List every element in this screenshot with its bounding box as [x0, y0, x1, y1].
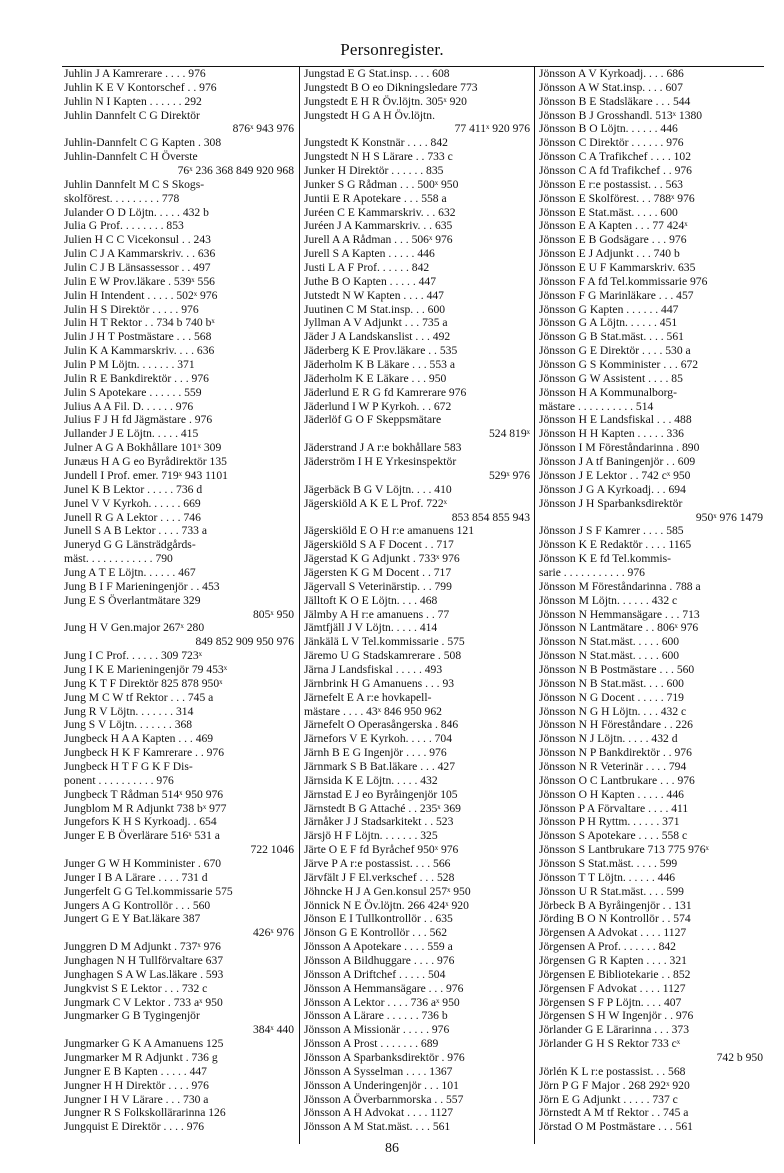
index-entry: Jämtfjäll J V Löjtn. . . . . 414: [304, 621, 438, 635]
index-entry: Jönsson M Löjtn. . . . . . 432 c: [539, 593, 678, 607]
index-entry: Junghagen S A W Las.läkare . 593: [64, 967, 224, 981]
index-entry: Junger G W H Komminister . 670: [64, 856, 222, 870]
index-entry: Jönsson J A tf Baningenjör . . 609: [539, 455, 696, 469]
index-entry: Jönsson A Sparbanksdirektör . 976: [304, 1051, 465, 1065]
index-entry: Jägerbäck B G V Löjtn. . . . 410: [304, 482, 452, 496]
index-entry: Järte O E F fd Byråchef 950ˣ 976: [304, 843, 459, 857]
index-entry: Jönsson N B Postmästare . . . 560: [539, 662, 695, 676]
index-entry: mästare . . . . . . . . . . 514: [539, 399, 654, 413]
index-entry: Julin C J A Kammarskriv. . . 636: [64, 247, 216, 261]
index-entry: Jönsson J H Sparbanksdirektör: [539, 496, 683, 510]
index-entry: 426ˣ 976: [252, 926, 294, 940]
index-entry: Juutinen C M Stat.insp. . . 600: [304, 302, 446, 316]
index-entry: Jörgensen S H W Ingenjör . . 976: [539, 1009, 694, 1023]
index-entry: Jäderberg K E Prov.läkare . . 535: [304, 344, 458, 358]
index-entry: Jungner E B Kapten . . . . . 447: [64, 1064, 207, 1078]
index-entry: Jönsson J G A Kyrkoadj. . . 694: [539, 482, 686, 496]
index-entry: Junell R G A Lektor . . . . 746: [64, 510, 201, 524]
index-entry: Jörn E G Adjunkt . . . . . 737 c: [539, 1092, 678, 1106]
index-entry: Jönsson N G H Löjtn. . . . 432 c: [539, 704, 687, 718]
index-entry: Jönsson B J Grosshandl. 513ˣ 1380: [539, 108, 703, 122]
index-entry: Julin H Intendent . . . . . 502ˣ 976: [64, 288, 218, 302]
index-entry: Jung E S Överlantmätare 329: [64, 593, 201, 607]
index-entry: Junel K B Lektor . . . . . 736 d: [64, 482, 203, 496]
index-entry: Jörgensen A Prof. . . . . . . 842: [539, 940, 676, 954]
index-entry: Jungstedt N H S Lärare . . 733 c: [304, 150, 453, 164]
index-entry: Jönsson C Direktör . . . . . . 976: [539, 136, 684, 150]
index-entry: Jönsson S Apotekare . . . . 558 c: [539, 829, 688, 843]
index-entry: Jungmarker G K A Amanuens 125: [64, 1037, 224, 1051]
index-entry: Järve P A r:e postassist. . . . 566: [304, 856, 451, 870]
index-entry: Jönsson S Lantbrukare 713 775 976ˣ: [539, 843, 709, 857]
index-entry: Jönsson G E Direktör . . . . 530 a: [539, 344, 691, 358]
index-entry: Jönsson N Hemmansägare . . . 713: [539, 607, 700, 621]
index-entry: Jönsson A Apotekare . . . . 559 a: [304, 940, 453, 954]
index-entry: Jägerskiöld A K E L Prof. 722ˣ: [304, 496, 448, 510]
index-entry: Julin J H T Postmästare . . . 568: [64, 330, 212, 344]
index-entry: Järnsida K E Löjtn. . . . . 432: [304, 773, 438, 787]
index-entry: Jönsson S Stat.mäst. . . . . 599: [539, 856, 678, 870]
index-entry: 524 819ˣ: [488, 427, 530, 441]
index-entry: Jönsson A M Stat.mäst. . . . 561: [304, 1120, 451, 1134]
index-entry: Jäderholm K B Läkare . . . 553 a: [304, 358, 455, 372]
index-entry: Järnefors V E Kyrkoh. . . . . 704: [304, 732, 453, 746]
index-entry: Junger E B Överlärare 516ˣ 531 a: [64, 829, 220, 843]
index-entry: Junker H Direktör . . . . . . 835: [304, 164, 444, 178]
index-entry: Jönsson U R Stat.mäst. . . . 599: [539, 884, 684, 898]
index-entry: Julin C J B Länsassessor . . 497: [64, 261, 211, 275]
index-entry: Jägervall S Veterinärstip. . . 799: [304, 579, 452, 593]
index-entry: Jönsson I M Föreståndarinna . 890: [539, 441, 700, 455]
index-entry: Juhlin-Dannfelt C H Överste: [64, 150, 198, 164]
index-entry: Jönsson C A Trafikchef . . . . 102: [539, 150, 692, 164]
index-entry: Jönsson A Underingenjör . . . 101: [304, 1078, 459, 1092]
index-entry: Jönsson A W Stat.insp. . . . 607: [539, 80, 683, 94]
index-entry: ponent . . . . . . . . . . 976: [64, 773, 174, 787]
index-entry: Jungmark C V Lektor . 733 aˣ 950: [64, 995, 223, 1009]
index-entry: Jönsson A Lektor . . . . 736 aˣ 950: [304, 995, 460, 1009]
index-entry: Jungmarker G B Tygingenjör: [64, 1009, 200, 1023]
index-entry: Juhlin K E V Kontorschef . . 976: [64, 80, 217, 94]
index-entry: Jungner I H V Lärare . . . 730 a: [64, 1092, 209, 1106]
index-entry: Järnåker J J Stadsarkitekt . . 523: [304, 815, 454, 829]
index-entry: 384ˣ 440: [252, 1023, 294, 1037]
index-entry: Jönsson N J Löjtn. . . . . 432 d: [539, 732, 678, 746]
index-entry: Jönsson F A fd Tel.kommissarie 976: [539, 274, 708, 288]
index-entry: Jönsson A Missionär . . . . . 976: [304, 1023, 450, 1037]
index-entry: Jönsson A Lärare . . . . . . 736 b: [304, 1009, 448, 1023]
index-entry: Jönsson B O Löjtn. . . . . . 446: [539, 122, 678, 136]
index-entry: Jutstedt N W Kapten . . . . 447: [304, 288, 444, 302]
index-entry: Jörnstedt A M tf Rektor . . 745 a: [539, 1106, 689, 1120]
index-column-1: [64, 67, 294, 1144]
index-entry: 805ˣ 950: [252, 607, 294, 621]
index-entry: Jönsson P H Ryttm. . . . . . 371: [539, 815, 680, 829]
index-entry: Jönsson E A Kapten . . . 77 424ˣ: [539, 219, 688, 233]
index-entry: Jörbeck B A Byråingenjör . . 131: [539, 898, 692, 912]
index-entry: Jörn P G F Major . 268 292ˣ 920: [539, 1078, 690, 1092]
index-entry: Jönsson A Överbarnmorska . . 557: [304, 1092, 464, 1106]
index-entry: Jönsson N G Docent . . . . . 719: [539, 690, 684, 704]
index-entry: Jönsson N R Veterinär . . . . 794: [539, 759, 687, 773]
index-entry: Jäderlund I W P Kyrkoh. . . 672: [304, 399, 452, 413]
index-entry: Jönsson A Sysselman . . . . 1367: [304, 1064, 453, 1078]
index-entry: Justi L A F Prof. . . . . . 842: [304, 261, 430, 275]
index-entry: Jungstad E G Stat.insp. . . . 608: [304, 67, 450, 80]
index-entry: Jönsson G W Assistent . . . . 85: [539, 371, 683, 385]
index-entry: 950ˣ 976 1479: [695, 510, 763, 524]
index-entry: Jörgensen A Advokat . . . . 1127: [539, 926, 687, 940]
index-entry: Jönsson K E Redaktör . . . . 1165: [539, 538, 692, 552]
index-entry: Jung I K E Marieningenjör 79 453ˣ: [64, 662, 228, 676]
index-entry: Jägerskiöld E O H r:e amanuens 121: [304, 524, 475, 538]
index-entry: 742 b 950: [716, 1051, 763, 1065]
index-entry: Jungstedt B O eo Dikningsledare 773: [304, 80, 478, 94]
index-entry: Jönsson N H Föreståndare . . 226: [539, 718, 693, 732]
index-entry: Järnstad E J eo Byråingenjör 105: [304, 787, 458, 801]
index-entry: Jörgensen F Advokat . . . . 1127: [539, 981, 686, 995]
index-entry: Jönsson O H Kapten . . . . . 446: [539, 787, 684, 801]
index-entry: Jäder J A Landskanslist . . . 492: [304, 330, 451, 344]
index-entry: Järsjö H F Löjtn. . . . . . . 325: [304, 829, 438, 843]
index-entry: Jörgensen E Bibliotekarie . . 852: [539, 967, 691, 981]
index-entry: Jönson E I Tullkontrollör . . 635: [304, 912, 453, 926]
index-entry: Julius F J H fd Jägmästare . 976: [64, 413, 213, 427]
index-entry: Järna J Landsfiskal . . . . . 493: [304, 662, 443, 676]
index-entry: 77 411ˣ 920 976: [454, 122, 530, 136]
index-entry: Jönsson A Driftchef . . . . . 504: [304, 967, 446, 981]
index-entry: Jönsson B E Stadsläkare . . . 544: [539, 94, 691, 108]
index-entry: Jönsson E J Adjunkt . . . 740 b: [539, 247, 680, 261]
index-entry: Jungers A G Kontrollör . . . 560: [64, 898, 211, 912]
index-entry: Järnefelt O Operasångerska . 846: [304, 718, 459, 732]
index-entry: Jönsson A Bildhuggare . . . . 976: [304, 954, 455, 967]
index-entry: Jung S V Löjtn. . . . . . . 368: [64, 718, 193, 732]
index-entry: mäst. . . . . . . . . . . . 790: [64, 552, 173, 566]
index-entry: Junæus H A G eo Byrådirektör 135: [64, 455, 227, 469]
index-entry: Julien H C C Vicekonsul . . 243: [64, 233, 211, 247]
index-entry: Jönson G E Kontrollör . . . 562: [304, 926, 447, 940]
index-entry: Junger I B A Lärare . . . . 731 d: [64, 870, 208, 884]
index-entry: Jönsson G Kapten . . . . . . 447: [539, 302, 679, 316]
index-entry: Jäderström I H E Yrkesinspektör: [304, 455, 457, 469]
index-entry: Jönsson E Skolförest. . . 788ˣ 976: [539, 191, 695, 205]
index-entry: Jyllman A V Adjunkt . . . 735 a: [304, 316, 448, 330]
index-column-2: [304, 67, 530, 1144]
index-entry: Julin K A Kammarskriv. . . . 636: [64, 344, 215, 358]
index-entry: 529ˣ 976: [488, 468, 530, 482]
index-entry: Jönsson N Lantmätare . . 806ˣ 976: [539, 621, 699, 635]
index-entry: Jäderholm K E Läkare . . . 950: [304, 371, 447, 385]
index-entry: Julner A G A Bokhållare 101ˣ 309: [64, 441, 222, 455]
index-entry: Jundell I Prof. emer. 719ˣ 943 1101: [64, 468, 228, 482]
index-entry: Julia G Prof. . . . . . . . 853: [64, 219, 184, 233]
index-entry: Juneryd G G Länsträdgårds-: [64, 538, 196, 552]
index-entry: Jönsson N B Stat.mäst. . . . 600: [539, 676, 684, 690]
index-entry: Jälltoft K O E Löjtn. . . . 468: [304, 593, 438, 607]
index-entry: Jägersten K G M Docent . . 717: [304, 565, 452, 579]
index-entry: Jungstedt H G A H Öv.löjtn.: [304, 108, 435, 122]
index-entry: Juréen J A Kammarskriv. . . 635: [304, 219, 453, 233]
index-column-3: [539, 67, 763, 1144]
index-entry: Jägerstad K G Adjunkt . 733ˣ 976: [304, 552, 460, 566]
index-entry: Jungbeck H K F Kamrerare . . 976: [64, 746, 225, 760]
index-entry: Juhlin N I Kapten . . . . . . 292: [64, 94, 202, 108]
index-entry: Jäderlöf G O F Skeppsmätare: [304, 413, 442, 427]
index-entry: Juthe B O Kapten . . . . . 447: [304, 274, 437, 288]
index-entry: Jönsson E Stat.mäst. . . . . 600: [539, 205, 678, 219]
index-entry: Jälmby A H r:e amanuens . . 77: [304, 607, 450, 621]
index-entry: Jönsson M Föreståndarinna . 788 a: [539, 579, 701, 593]
index-entry: Junggren D M Adjunkt . 737ˣ 976: [64, 940, 221, 954]
index-entry: Julin R E Bankdirektör . . . 976: [64, 371, 209, 385]
index-entry: Jänkälä L V Tel.kommissarie . 575: [304, 635, 465, 649]
index-entry: Jönsson E U F Kammarskriv. 635: [539, 261, 696, 275]
index-entry: Jäderstrand J A r:e bokhållare 583: [304, 441, 462, 455]
index-entry: Jung B I F Marieningenjör . . 453: [64, 579, 220, 593]
index-entry: Jung M C W tf Rektor . . . 745 a: [64, 690, 214, 704]
index-entry: Järnmark S B Bat.läkare . . . 427: [304, 759, 456, 773]
index-entry: Jungerfelt G G Tel.kommissarie 575: [64, 884, 233, 898]
index-entry: Juréen C E Kammarskriv. . . 632: [304, 205, 456, 219]
index-entry: Jönsson N Stat.mäst. . . . . 600: [539, 649, 680, 663]
index-entry: Jungstedt E H R Öv.löjtn. 305ˣ 920: [304, 94, 467, 108]
index-entry: Jungmarker M R Adjunkt . 736 g: [64, 1051, 218, 1065]
index-entry: Järvfält J F El.verkschef . . . 528: [304, 870, 455, 884]
index-entry: 722 1046: [250, 843, 294, 857]
index-entry: Julin H T Rektor . . 734 b 740 bˣ: [64, 316, 215, 330]
column-divider-2: [534, 67, 535, 1144]
index-entry: Julin E W Prov.läkare . 539ˣ 556: [64, 274, 215, 288]
index-entry: Järnefelt E A r:e hovkapell-: [304, 690, 432, 704]
index-entry: Jönsson C A fd Trafikchef . . 976: [539, 164, 692, 178]
index-entry: Jönsson O C Lantbrukare . . . 976: [539, 773, 695, 787]
index-entry: 849 852 909 950 976: [195, 635, 294, 649]
index-entry: Julander O D Löjtn. . . . . 432 b: [64, 205, 209, 219]
index-entry: Jungbeck H A A Kapten . . . 469: [64, 732, 214, 746]
index-entry: Jungner H H Direktör . . . . 976: [64, 1078, 209, 1092]
index-entry: Junel V V Kyrkoh. . . . . . 669: [64, 496, 201, 510]
index-entry: skolförest. . . . . . . . . 778: [64, 191, 180, 205]
index-entry: Jungbeck T Rådman 514ˣ 950 976: [64, 787, 224, 801]
index-entry: Järnbrink H G Amanuens . . . 93: [304, 676, 455, 690]
index-entry: Jung A T E Löjtn. . . . . . 467: [64, 565, 196, 579]
index-entry: Juntii E R Apotekare . . . 558 a: [304, 191, 447, 205]
index-entry: Jönsson J S F Kamrer . . . . 585: [539, 524, 684, 538]
index-entry: Julin S Apotekare . . . . . . 559: [64, 385, 202, 399]
index-entry: Junell S A B Lektor . . . . 733 a: [64, 524, 207, 538]
index-entry: Julin H S Direktör . . . . . 976: [64, 302, 199, 316]
index-entry: Junghagen N H Tullförvaltare 637: [64, 954, 224, 967]
index-entry: Jönsson P A Förvaltare . . . . 411: [539, 801, 689, 815]
index-entry: Jungefors K H S Kyrkoadj. . 654: [64, 815, 217, 829]
index-entry: Jägerskiöld S A F Docent . . 717: [304, 538, 454, 552]
index-entry: Juhlin Dannfelt M C S Skogs-: [64, 177, 205, 191]
index-entry: 876ˣ 943 976: [232, 122, 294, 136]
index-entry: Jöhncke H J A Gen.konsul 257ˣ 950: [304, 884, 471, 898]
index-entry: Jönsson H E Landsfiskal . . . 488: [539, 413, 692, 427]
index-entry: Jönsson A V Kyrkoadj. . . . 686: [539, 67, 684, 80]
index-entry: Jungkvist S E Lektor . . . 732 c: [64, 981, 208, 995]
index-entry: Jönsson E B Godsägare . . . 976: [539, 233, 687, 247]
index-entry: Jönnick N E Öv.löjtn. 266 424ˣ 920: [304, 898, 469, 912]
index-entry: Julius A A Fil. D. . . . . . 976: [64, 399, 194, 413]
index-entry: Jönsson H A Kommunalborg-: [539, 385, 677, 399]
index-entry: Juhlin J A Kamrerare . . . . 976: [64, 67, 206, 80]
index-entry: Jönsson N Stat.mäst. . . . . 600: [539, 635, 680, 649]
index-entry: Jungquist E Direktör . . . . 976: [64, 1120, 205, 1134]
index-entry: Jönsson A H Advokat . . . . 1127: [304, 1106, 454, 1120]
page-title: Personregister.: [340, 40, 444, 59]
index-entry: Järnstedt B G Attaché . . 235ˣ 369: [304, 801, 461, 815]
index-entry: Juhlin Dannfelt C G Direktör: [64, 108, 200, 122]
index-entry: Jungert G E Y Bat.läkare 387: [64, 912, 201, 926]
index-entry: Jörlén K L r:e postassist. . . 568: [539, 1064, 686, 1078]
index-entry: Jung H V Gen.major 267ˣ 280: [64, 621, 205, 635]
index-entry: Juhlin-Dannfelt C G Kapten . 308: [64, 136, 222, 150]
index-entry: Järnh B E G Ingenjör . . . . 976: [304, 746, 447, 760]
index-entry: Jönsson K E fd Tel.kommis-: [539, 552, 671, 566]
index-entry: Jörgensen S F P Löjtn. . . . 407: [539, 995, 682, 1009]
page-number: 86: [385, 1141, 399, 1156]
index-entry: Jungbeck H T F G K F Dis-: [64, 759, 193, 773]
index-entry: Jung I C Prof. . . . . . 309 723ˣ: [64, 649, 202, 663]
index-entry: Jönsson G S Komminister . . . 672: [539, 358, 699, 372]
index-entry: Jullander J E Löjtn. . . . . 415: [64, 427, 199, 441]
index-entry: mästare . . . . 43ˣ 846 950 962: [304, 704, 442, 718]
index-entry: Jungner R S Folkskollärarinna 126: [64, 1106, 226, 1120]
column-divider-1: [299, 67, 300, 1144]
index-entry: 76ˣ 236 368 849 920 968: [177, 164, 294, 178]
index-entry: Jung K T F Direktör 825 878 950ˣ: [64, 676, 223, 690]
index-entry: sarie . . . . . . . . . . . 976: [539, 565, 645, 579]
index-entry: Jörlander G E Lärarinna . . . 373: [539, 1023, 690, 1037]
index-entry: Jönsson H H Kapten . . . . . 336: [539, 427, 684, 441]
index-entry: Jönsson J E Lektor . . 742 cˣ 950: [539, 468, 691, 482]
index-entry: Jönsson A Hemmansägare . . . 976: [304, 981, 464, 995]
index-entry: Jönsson A Prost . . . . . . . 689: [304, 1037, 439, 1051]
index-entry: Jönsson G A Löjtn. . . . . . 451: [539, 316, 678, 330]
index-entry: Jungstedt K Konstnär . . . . 842: [304, 136, 448, 150]
index-entry: Jönsson T T Löjtn. . . . . . 446: [539, 870, 676, 884]
index-entry: Jönsson G B Stat.mäst. . . . 561: [539, 330, 684, 344]
index-entry: Jönsson F G Marinläkare . . . 457: [539, 288, 694, 302]
index-entry: Jurell S A Kapten . . . . . 446: [304, 247, 435, 261]
index-entry: Jörding B O N Kontrollör . . 574: [539, 912, 691, 926]
index-entry: Jörgensen G R Kapten . . . . 321: [539, 954, 687, 967]
index-entry: Järemo U G Stadskamrerare . 508: [304, 649, 462, 663]
index-entry: 853 854 855 943: [451, 510, 530, 524]
index-entry: Jörlander G H S Rektor 733 cˣ: [539, 1037, 681, 1051]
index-entry: Julin P M Löjtn. . . . . . . 371: [64, 358, 195, 372]
index-entry: Junker S G Rådman . . . 500ˣ 950: [304, 177, 459, 191]
index-entry: Jung R V Löjtn. . . . . . . 314: [64, 704, 194, 718]
index-entry: Jörstad O M Postmästare . . . 561: [539, 1120, 693, 1134]
index-entry: Jönsson E r:e postassist. . . 563: [539, 177, 683, 191]
index-entry: Jurell A A Rådman . . . 506ˣ 976: [304, 233, 453, 247]
index-entry: Jäderlund E R G fd Kamrerare 976: [304, 385, 467, 399]
index-entry: Jönsson N P Bankdirektör . . 976: [539, 746, 692, 760]
index-entry: Jungblom M R Adjunkt 738 bˣ 977: [64, 801, 227, 815]
